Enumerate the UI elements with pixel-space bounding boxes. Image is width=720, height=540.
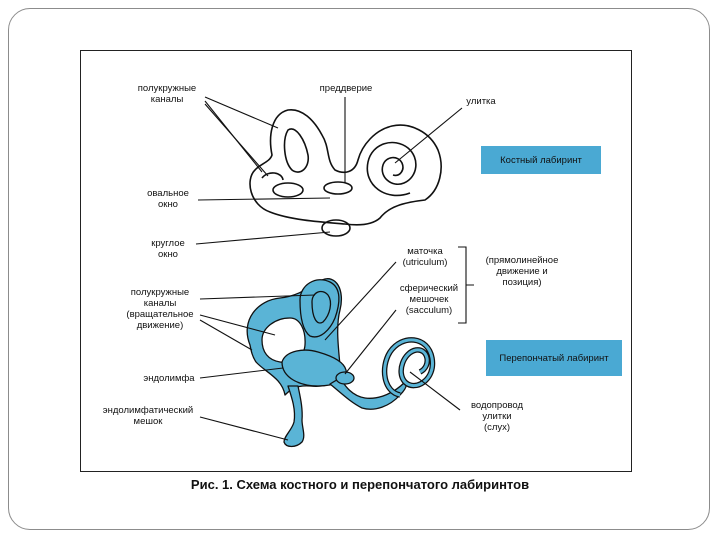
leader-bony-canals-1 [205, 97, 278, 128]
label-bony-semicircular-canals: полукружные каналы [137, 83, 197, 105]
label-bony-cochlea: улитка [466, 96, 496, 107]
label-bony-round-window: круглое окно [151, 238, 185, 260]
label-cochlear-duct: водопровод улитки (слух) [470, 400, 524, 433]
leader-oval-window [198, 198, 330, 200]
bony-canal-inner [285, 129, 309, 172]
leader-memb-canals-3 [200, 320, 252, 350]
leader-round-window [196, 232, 330, 244]
bony-outline [250, 110, 441, 225]
leader-bony-canals-3 [205, 104, 268, 176]
label-endolymph: эндолимфа [143, 373, 195, 384]
membranous-endolymphatic-duct [284, 386, 304, 447]
membranous-labyrinth [247, 279, 406, 447]
figure-caption: Рис. 1. Схема костного и перепончатого лабиринтов [190, 477, 530, 492]
bony-round-window [322, 220, 350, 236]
leader-saccule [345, 310, 396, 374]
label-saccule: сферический мешочек (sacculum) [399, 283, 459, 316]
membranous-labyrinth-title: Перепончатый лабиринт [486, 340, 622, 376]
label-bony-vestibule: преддверие [319, 83, 373, 94]
bony-vestibule [324, 182, 352, 194]
label-endolymphatic-sac: эндолимфатический мешок [102, 405, 194, 427]
bony-labyrinth-title: Костный лабиринт [481, 146, 601, 174]
label-bony-oval-window: овальное окно [147, 188, 189, 210]
bony-labyrinth [250, 110, 441, 236]
label-utricle: маточка (utriculum) [402, 246, 448, 268]
bony-canal-loop [262, 173, 283, 180]
bony-oval-window [273, 183, 303, 197]
bony-cochlea-spiral [367, 143, 416, 196]
leader-cochlear-duct [410, 372, 460, 410]
leader-cochlea [395, 108, 462, 163]
label-membranous-semicircular-canals: полукружные каналы (вращательное движение) [126, 287, 194, 331]
label-linear-motion: (прямолинейное движение и позиция) [485, 255, 559, 288]
leader-endolymphatic-sac [200, 417, 288, 440]
